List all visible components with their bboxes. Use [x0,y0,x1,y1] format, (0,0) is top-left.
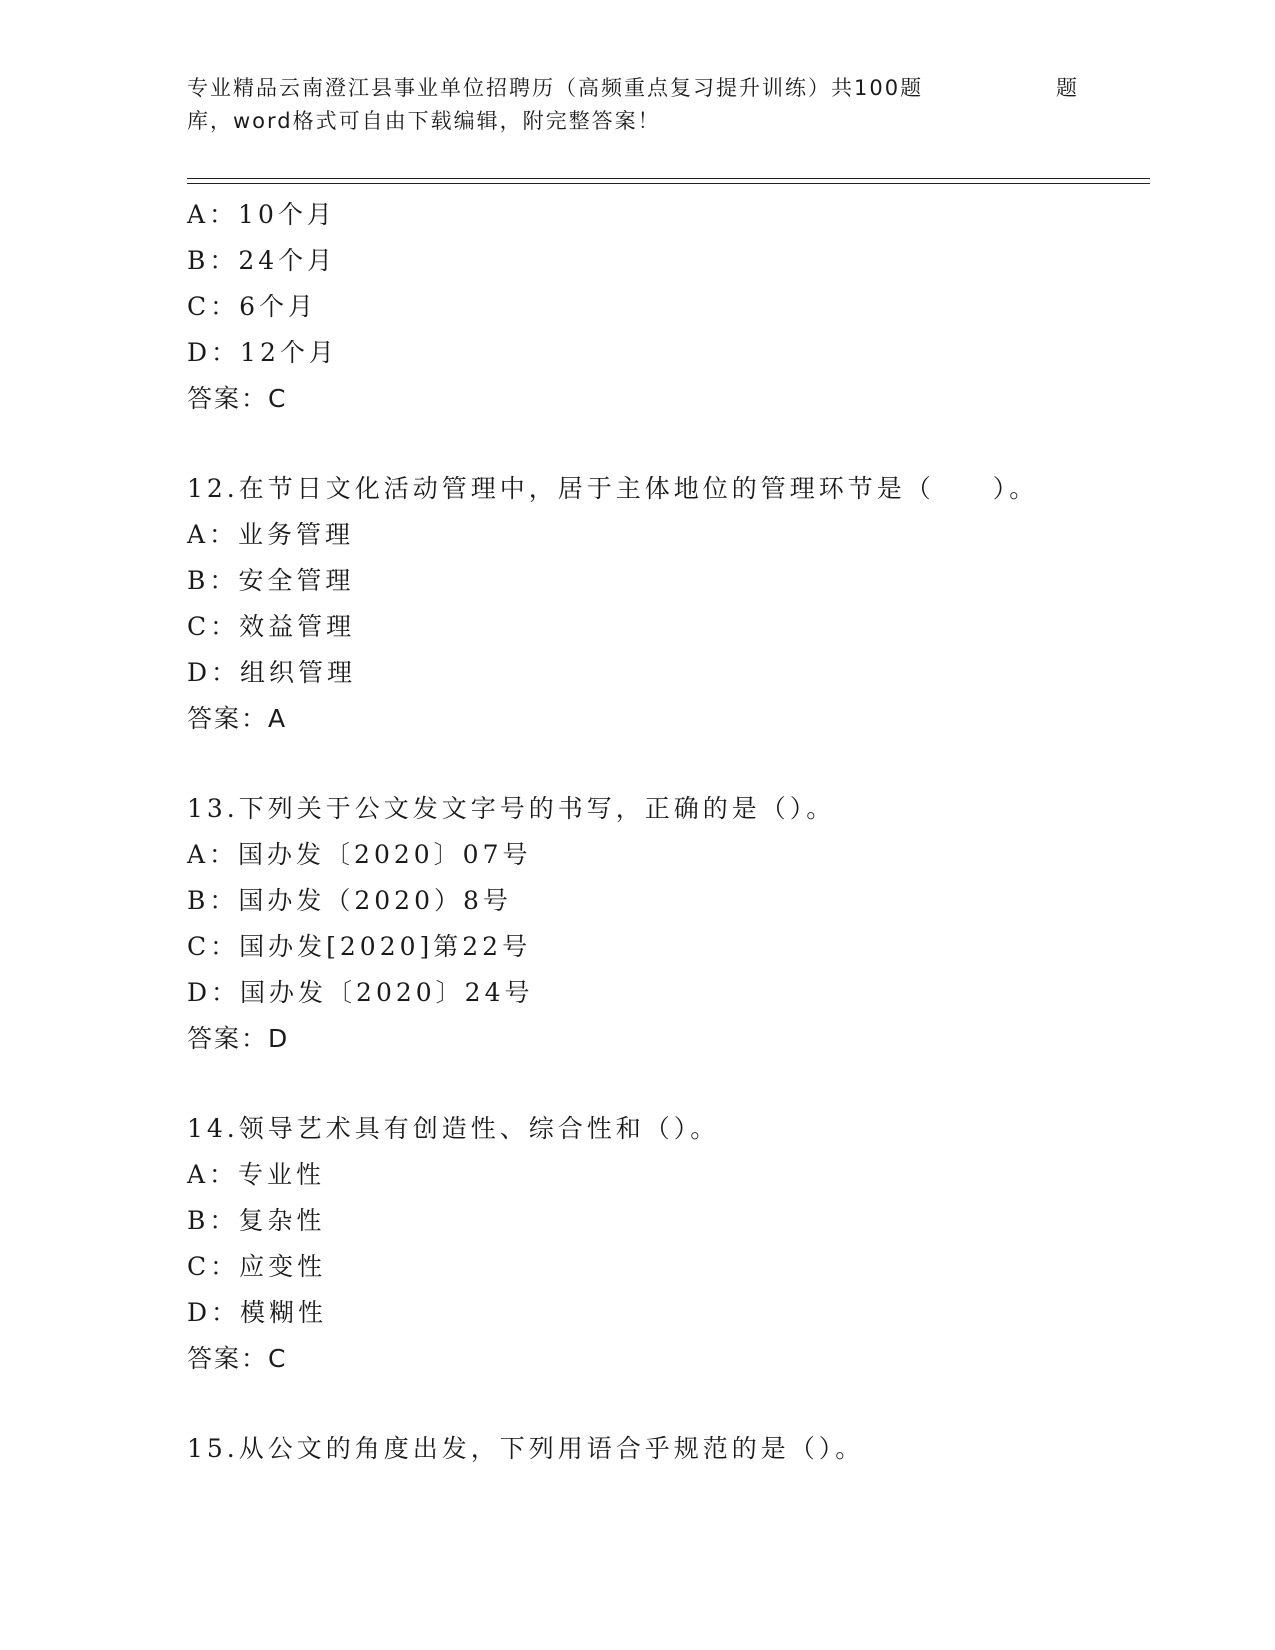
option-b: B：复杂性 [187,1206,326,1235]
header-line-1 [187,72,1087,105]
header-title: 专业精品云南澄江县事业单位招聘历（高频重点复习提升训练）共100题 [187,76,924,100]
question-block [187,1106,1147,1382]
header-rule-bottom [187,183,1150,184]
header-line-2: 库，word格式可自由下载编辑，附完整答案！ [187,109,661,133]
option-b: B：24个月 [187,246,337,275]
question-block [187,786,1147,1062]
question-stem: 13.下列关于公文发文字号的书写，正确的是（）。 [187,794,836,823]
option-d: D：组织管理 [187,658,357,687]
option-d: D：12个月 [187,338,338,367]
option-b: B：国办发（2020）8号 [187,886,512,915]
question-block [187,1426,1147,1472]
header-rule-top [187,178,1150,179]
option-c: C：应变性 [187,1252,327,1281]
option-a: A：专业性 [187,1160,326,1189]
option-a: A：国办发〔2020〕07号 [187,840,532,869]
option-a: A：业务管理 [187,520,355,549]
answer: 答案：D [187,1024,290,1053]
question-block [187,192,1147,422]
question-block [187,466,1147,742]
option-d: D：模糊性 [187,1298,328,1327]
question-stem: 12.在节日文化活动管理中，居于主体地位的管理环节是（ ）。 [187,474,1039,503]
option-c: C：国办发[2020]第22号 [187,932,532,961]
question-list [187,192,1147,1472]
answer: 答案：A [187,704,288,733]
answer: 答案：C [187,1344,288,1373]
option-a: A：10个月 [187,200,336,229]
option-c: C：6个月 [187,292,318,321]
answer: 答案：C [187,384,288,413]
header-title-tail: 题 [1056,76,1079,100]
question-stem: 15.从公文的角度出发，下列用语合乎规范的是（）。 [187,1434,865,1463]
option-c: C：效益管理 [187,612,356,641]
question-stem: 14.领导艺术具有创造性、综合性和（）。 [187,1114,720,1143]
document-header [187,72,1087,138]
option-b: B：安全管理 [187,566,355,595]
option-d: D：国办发〔2020〕24号 [187,978,534,1007]
